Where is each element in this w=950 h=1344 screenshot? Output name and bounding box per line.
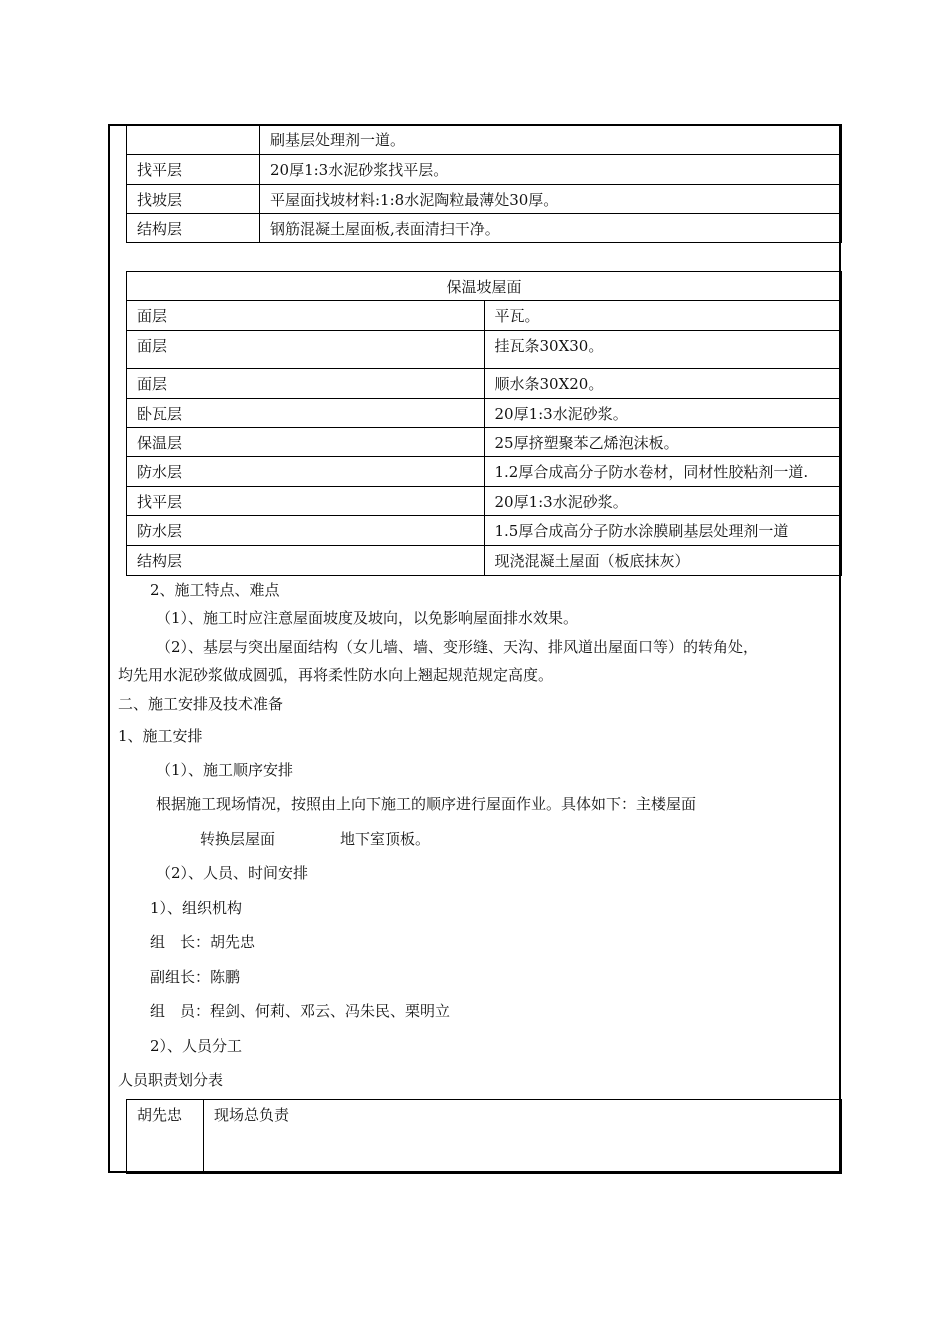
- table-title: 保温坡屋面: [127, 272, 842, 301]
- layer-label: 结构层: [127, 214, 260, 243]
- layer-value: 1.2厚合成高分子防水卷材，同材性胶粘剂一道.: [484, 457, 842, 487]
- layer-value: 钢筋混凝土屋面板,表面清扫干净。: [260, 214, 842, 243]
- table-row: [127, 214, 842, 243]
- table-caption: 人员职责划分表: [118, 1071, 224, 1089]
- layer-value: 顺水条30X20。: [484, 369, 842, 399]
- paragraph: 根据施工现场情况，按照由上向下施工的顺序进行屋面作业。具体如下：主楼屋面: [156, 795, 697, 813]
- table-row: [127, 457, 842, 487]
- sequence-item: 地下室顶板。: [340, 830, 431, 848]
- layer-value: 20厚1:3水泥砂浆找平层。: [260, 155, 842, 185]
- table-row: [127, 546, 842, 576]
- layer-label: 卧瓦层: [127, 399, 485, 428]
- layer-value: 平瓦。: [484, 301, 842, 331]
- layer-value: 20厚1:3水泥砂浆。: [484, 399, 842, 428]
- table-row: [127, 1100, 842, 1174]
- layer-label: 找平层: [127, 155, 260, 185]
- layer-value: 刷基层处理剂一道。: [260, 125, 842, 155]
- list-heading: 1）、组织机构: [150, 899, 243, 917]
- chapter-heading: 二、施工安排及技术准备: [118, 695, 284, 713]
- table-row: [127, 487, 842, 516]
- paragraph: （1）、施工时应注意屋面坡度及坡向，以免影响屋面排水效果。: [156, 609, 579, 627]
- table-row: [127, 428, 842, 457]
- table-row: [127, 516, 842, 546]
- layer-label: 保温层: [127, 428, 485, 457]
- layer-value: 平屋面找坡材料:1:8水泥陶粒最薄处30厚。: [260, 185, 842, 214]
- list-item: 组 员：程剑、何莉、邓云、冯朱民、栗明立: [150, 1002, 451, 1020]
- layer-label: 面层: [127, 331, 485, 369]
- table-row: [127, 369, 842, 399]
- layer-label: 找坡层: [127, 185, 260, 214]
- table-title-row: [127, 272, 842, 301]
- subsection-heading: （1）、施工顺序安排: [156, 761, 294, 779]
- layer-value: 25厚挤塑聚苯乙烯泡沫板。: [484, 428, 842, 457]
- personnel-duty-table: [126, 1099, 842, 1174]
- person-duty: 现场总负责: [204, 1100, 842, 1174]
- table-row: [127, 155, 842, 185]
- paragraph: 均先用水泥砂浆做成圆弧，再将柔性防水向上翘起规范规定高度。: [118, 666, 554, 684]
- paragraph: （2）、基层与突出屋面结构（女儿墙、墙、变形缝、天沟、排风道出屋面口等）的转角处，: [156, 638, 759, 656]
- layer-label: [127, 125, 260, 155]
- table-row: [127, 185, 842, 214]
- section-heading: 1、施工安排: [118, 727, 203, 745]
- layer-value: 现浇混凝土屋面（板底抹灰）: [484, 546, 842, 576]
- roof-layer-table-continued: [126, 124, 842, 243]
- layer-label: 防水层: [127, 516, 485, 546]
- layer-label: 找平层: [127, 487, 485, 516]
- layer-value: 1.5厚合成高分子防水涂膜刷基层处理剂一道: [484, 516, 842, 546]
- sequence-item: 转换层屋面: [200, 830, 276, 848]
- layer-label: 结构层: [127, 546, 485, 576]
- subsection-heading: （2）、人员、时间安排: [156, 864, 309, 882]
- table-row: [127, 399, 842, 428]
- layer-value: 挂瓦条30X30。: [484, 331, 842, 369]
- table-row: [127, 125, 842, 155]
- layer-label: 防水层: [127, 457, 485, 487]
- list-heading: 2）、人员分工: [150, 1037, 243, 1055]
- table-row: [127, 331, 842, 369]
- layer-label: 面层: [127, 301, 485, 331]
- layer-label: 面层: [127, 369, 485, 399]
- section-heading-difficulties: 2、施工特点、难点: [150, 581, 280, 599]
- insulated-slope-roof-table: [126, 271, 842, 576]
- list-item: 副组长：陈鹏: [150, 968, 241, 986]
- layer-value: 20厚1:3水泥砂浆。: [484, 487, 842, 516]
- list-item: 组 长：胡先忠: [150, 933, 256, 951]
- table-row: [127, 301, 842, 331]
- person-name: 胡先忠: [127, 1100, 204, 1174]
